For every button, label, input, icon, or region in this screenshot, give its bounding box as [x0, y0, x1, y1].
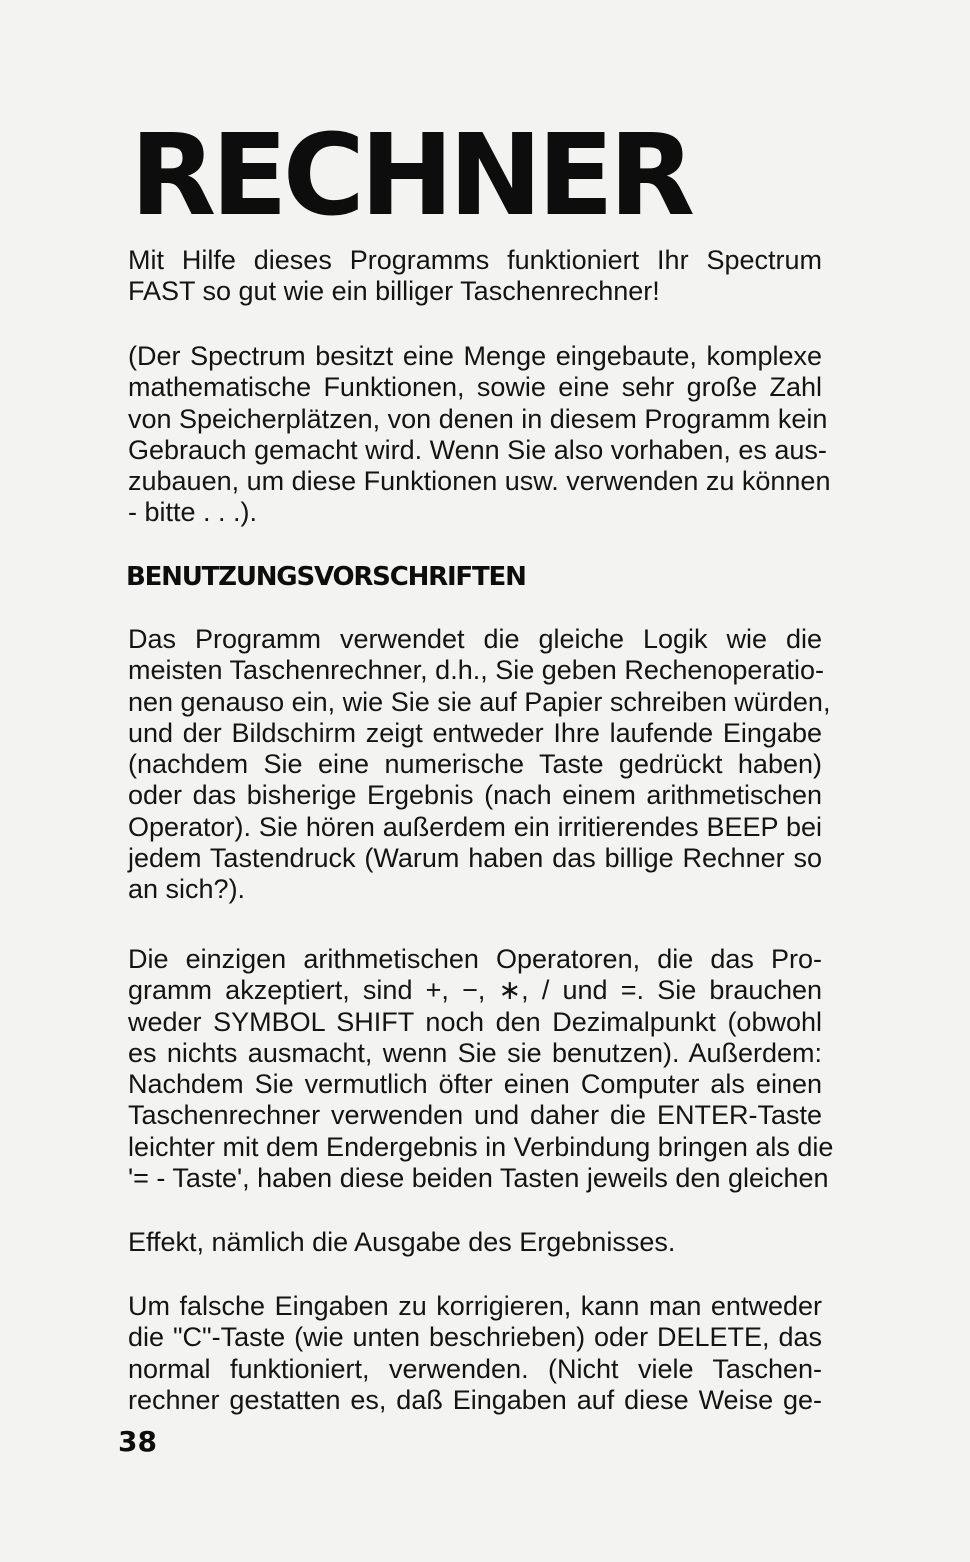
text-line: (Der Spectrum besitzt eine Menge eingebaute, komplexe — [128, 341, 822, 371]
text-line: Das Programm verwendet die gleiche Logik wie die — [128, 624, 822, 654]
text-line: an sich?). — [128, 874, 246, 905]
usage-paragraph-2 — [128, 944, 834, 1194]
text-line: von Speicherplätzen, von denen in diesem Programm kein — [128, 403, 828, 434]
text-line: rechner gestatten es, daß Eingaben auf diese Weise ge- — [128, 1384, 822, 1415]
intro-paragraph — [128, 245, 822, 308]
text-line: oder das bisherige Ergebnis (nach einem arithmetischen — [128, 780, 822, 811]
usage-paragraph-3 — [128, 1227, 822, 1258]
text-line: leichter mit dem Endergebnis in Verbindung bringen als die — [128, 1131, 834, 1162]
section-heading: BENUTZUNGSVORSCHRIFTEN — [126, 562, 526, 592]
text-line: meisten Taschenrechner, d.h., Sie geben Rechenoperatio- — [128, 655, 824, 686]
text-line: (nachdem Sie eine numerische Taste gedrückt haben) — [128, 749, 822, 780]
text-line: Die einzigen arithmetischen Operatoren, die das Pro- — [128, 944, 822, 974]
text-line: normal funktioniert, verwenden. (Nicht viele Taschen- — [128, 1353, 822, 1384]
text-line: - bitte . . .). — [128, 497, 258, 528]
text-line: '= - Taste', haben diese beiden Tasten jeweils den gleichen — [128, 1163, 829, 1194]
text-line: Nachdem Sie vermutlich öfter einen Computer als einen — [128, 1069, 822, 1100]
text-line: Mit Hilfe dieses Programms funktioniert Ihr Spectrum — [128, 245, 822, 275]
page-title: RECHNER — [130, 111, 691, 241]
text-line: Operator). Sie hören außerdem ein irritierendes BEEP bei — [128, 811, 822, 842]
page-number: 38 — [118, 1425, 157, 1458]
text-line: Taschenrechner verwenden und daher die ENTER-Taste — [128, 1100, 822, 1131]
text-line: mathematische Funktionen, sowie eine sehr große Zahl — [128, 372, 822, 403]
text-line: FAST so gut wie ein billiger Taschenrechner! — [128, 276, 660, 307]
text-line: Um falsche Eingaben zu korrigieren, kann man entweder — [128, 1291, 822, 1321]
usage-paragraph-1 — [128, 624, 831, 906]
text-line: weder SYMBOL SHIFT noch den Dezimalpunkt (obwohl — [128, 1006, 822, 1037]
text-line: nen genauso ein, wie Sie sie auf Papier schreiben würden, — [128, 686, 831, 717]
text-line: es nichts ausmacht, wenn Sie sie benutzen). Außerdem: — [128, 1037, 822, 1068]
text-line: die "C"-Taste (wie unten beschrieben) oder DELETE, das — [128, 1322, 822, 1353]
text-line: Gebrauch gemacht wird. Wenn Sie also vorhaben, es aus- — [128, 434, 827, 465]
note-paragraph — [128, 341, 831, 529]
text-line: und der Bildschirm zeigt entweder Ihre laufende Eingabe — [128, 717, 822, 748]
text-line: zubauen, um diese Funktionen usw. verwenden zu können — [128, 466, 831, 497]
text-line: jedem Tastendruck (Warum haben das billige Rechner so — [128, 843, 822, 874]
text-line: gramm akzeptiert, sind +, −, ∗, / und =. Sie brauchen — [128, 975, 822, 1006]
text-line: Effekt, nämlich die Ausgabe des Ergebnisses. — [128, 1227, 676, 1257]
usage-paragraph-4 — [128, 1291, 822, 1416]
